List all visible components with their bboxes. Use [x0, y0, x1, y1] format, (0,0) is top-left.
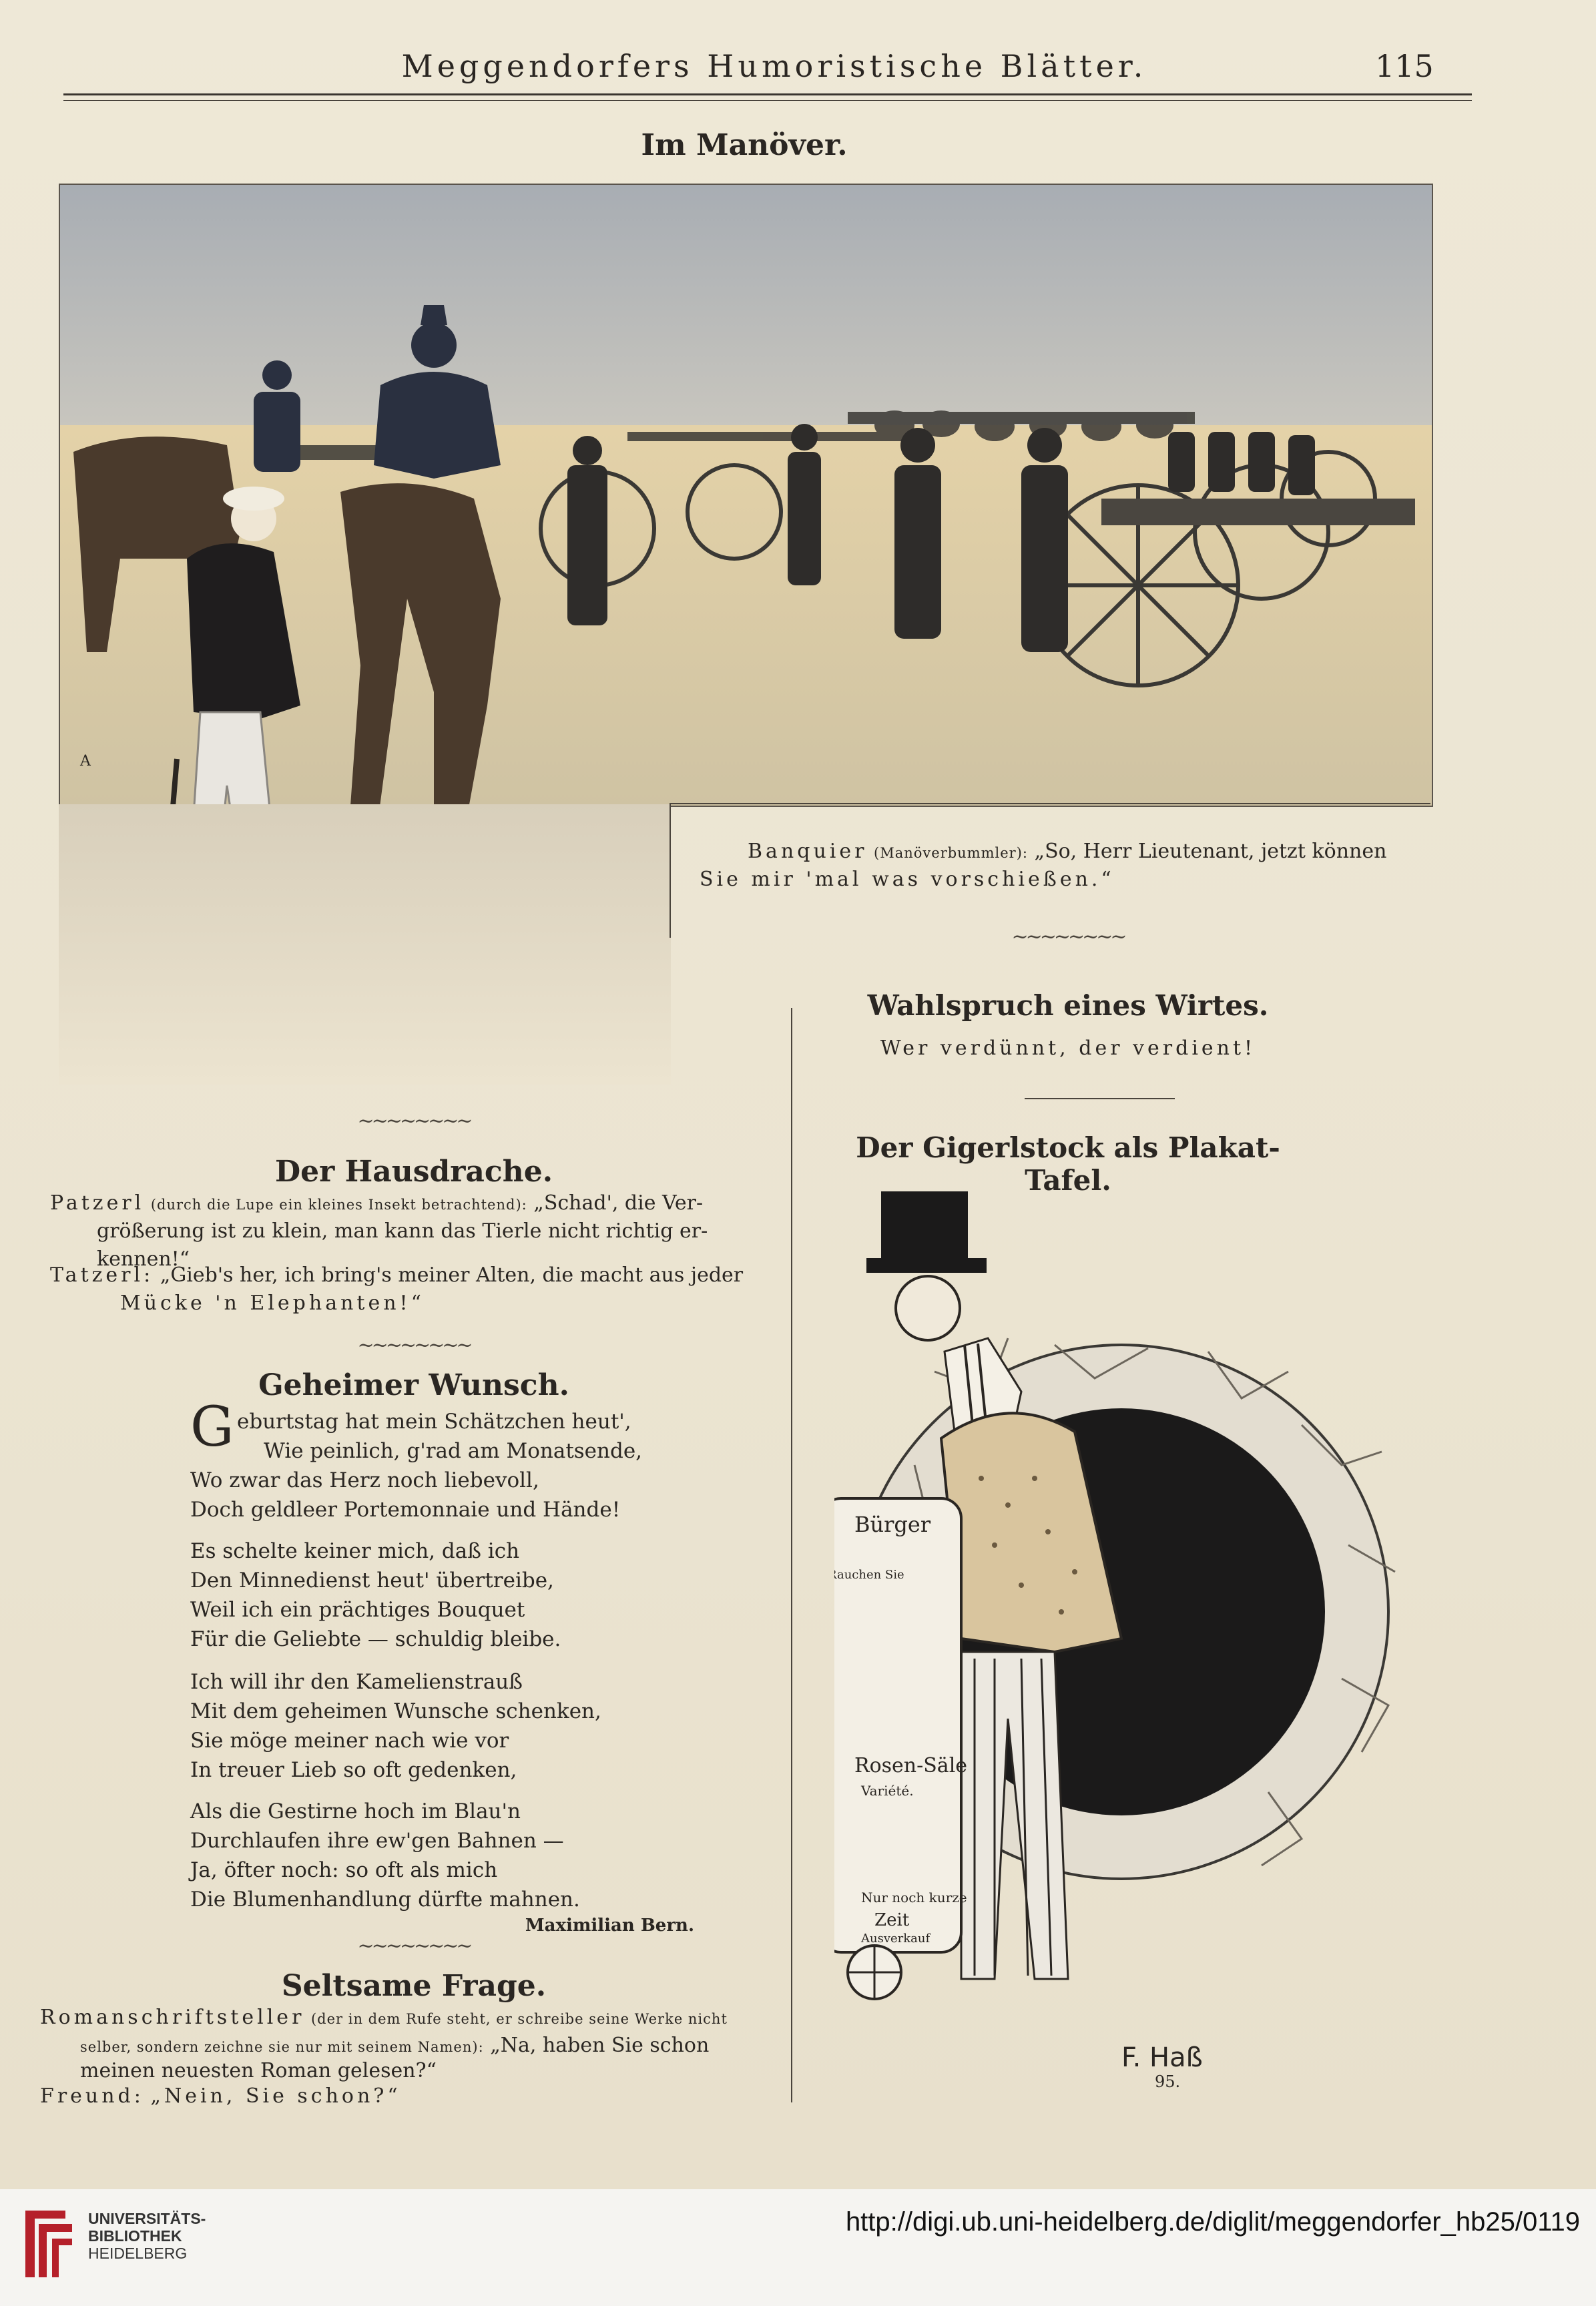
- poster-text-rauchen: Rauchen Sie: [834, 1568, 904, 1582]
- illustration-inner-edge: [670, 804, 671, 938]
- library-name-line: UNIVERSITÄTS-: [88, 2210, 206, 2227]
- speaker-freund: Freund:: [40, 2084, 144, 2108]
- section-title-seltsam: Seltsame Frage.: [281, 1969, 547, 2003]
- hausdrache-line1: [50, 1189, 784, 1219]
- drop-cap: G: [190, 1396, 234, 1459]
- running-title: Meggendorfers Humoristische Blätter.: [401, 48, 1147, 84]
- poster-text-rosen-saele: Rosen-Säle: [854, 1754, 968, 1777]
- poem-line: Wie peinlich, g'rad am Monatsende,: [264, 1439, 643, 1463]
- poem-line: In treuer Lieb so oft gedenken,: [190, 1758, 517, 1782]
- text-romanschriftsteller: „Na, haben Sie schon: [490, 2034, 710, 2057]
- poem-line: Sie möge meiner nach wie vor: [190, 1729, 509, 1753]
- seltsam-line4: [40, 2082, 748, 2110]
- note-romanschriftsteller-2: selber, sondern zeichne sie nur mit seinem Namen):: [80, 2039, 484, 2055]
- speaker-patzerl: Patzerl: [50, 1191, 145, 1215]
- separator-wave: ~~~~~~~~: [1011, 925, 1125, 948]
- poem-line: Doch geldleer Portemonnaie und Hände!: [190, 1498, 621, 1522]
- poem-line: eburtstag hat mein Schätzchen heut',: [237, 1410, 631, 1434]
- poem-stanza-3: [190, 1667, 724, 1785]
- page-number: 115: [1375, 48, 1434, 84]
- section-title-gigerlstock: Der Gigerlstock als Plakat-Tafel.: [856, 1131, 1280, 1197]
- note-patzerl: (durch die Lupe ein kleines Insekt betrachtend):: [150, 1197, 527, 1213]
- hausdrache-line2b: Mücke 'n Elephanten!“: [120, 1291, 425, 1315]
- text-patzerl: „Schad', die Ver-: [533, 1191, 704, 1215]
- section-title-wunsch: Geheimer Wunsch.: [258, 1368, 569, 1402]
- library-logo-icon: [19, 2204, 77, 2284]
- library-name-line: BIBLIOTHEK: [88, 2227, 182, 2245]
- artist-signature-year: 95.: [1155, 2072, 1181, 2091]
- poem-line: Mit dem geheimen Wunsche schenken,: [190, 1699, 601, 1723]
- source-url-link[interactable]: http://digi.ub.uni-heidelberg.de/diglit/meggendorfer_hb25/0119: [845, 2207, 1580, 2237]
- hausdrache-line2: [50, 1261, 784, 1289]
- header-rule: [63, 93, 1472, 95]
- maneuver-caption-line2: Sie mir 'mal was vorschießen.“: [700, 868, 1115, 891]
- poem-line: Wo zwar das Herz noch liebevoll,: [190, 1468, 539, 1492]
- section-title-wahlspruch: Wahlspruch eines Wirtes.: [867, 989, 1269, 1022]
- poem-line: Durchlaufen ihre ew'gen Bahnen —: [190, 1829, 564, 1853]
- artist-signature: F. Haß: [1121, 2042, 1203, 2073]
- poem-line: Als die Gestirne hoch im Blau'n: [190, 1799, 521, 1823]
- text-tatzerl: „Gieb's her, ich bring's meiner Alten, die macht aus jeder: [160, 1263, 744, 1287]
- separator-wave: ~~~~~~~~: [357, 1934, 471, 1958]
- poem-stanza-4: [190, 1797, 724, 1914]
- poem-stanza-1: [190, 1407, 724, 1524]
- text-freund: „Nein, Sie schon?“: [150, 2084, 401, 2108]
- poem-line: Den Minnedienst heut' übertreibe,: [190, 1568, 554, 1593]
- poem-line: Die Blumenhandlung dürfte mahnen.: [190, 1888, 580, 1912]
- poem-line: Es schelte keiner mich, daß ich: [190, 1539, 520, 1563]
- poem-line: Ja, öfter noch: so oft als mich: [190, 1858, 498, 1882]
- maneuver-caption: [748, 838, 1442, 867]
- poem-stanza-2: [190, 1536, 724, 1654]
- speaker-romanschriftsteller: Romanschriftsteller: [40, 2006, 305, 2029]
- library-name: [88, 2210, 206, 2262]
- poster-text-buerger: Bürger: [854, 1512, 931, 1537]
- maneuver-illustration: [59, 184, 1433, 807]
- illustration-monogram: A: [80, 753, 91, 770]
- poster-text-variete: Variété.: [861, 1783, 914, 1799]
- note-romanschriftsteller: (der in dem Rufe steht, er schreibe seine Werke nicht: [310, 2011, 728, 2027]
- gigerlstock-illustration: [834, 1171, 1408, 2119]
- section-title-hausdrache: Der Hausdrache.: [274, 1155, 553, 1189]
- header-rule-thin: [63, 100, 1472, 101]
- poem-line: Ich will ihr den Kamelienstrauß: [190, 1670, 523, 1694]
- caption-speaker: Banquier: [748, 840, 868, 863]
- library-name-line: HEIDELBERG: [88, 2245, 188, 2262]
- hausdrache-line1c: kennen!“: [97, 1247, 190, 1271]
- caption-note: (Manöverbummler):: [874, 845, 1028, 861]
- column-divider: [791, 1008, 792, 2102]
- wahlspruch-text: Wer verdünnt, der verdient!: [880, 1037, 1256, 1060]
- poem-line: Weil ich ein prächtiges Bouquet: [190, 1598, 525, 1622]
- hausdrache-line1b: größerung ist zu klein, man kann das Tierle nicht richtig er-: [97, 1219, 708, 1243]
- seltsam-line1: [40, 2004, 788, 2033]
- poster-text-nur-noch: Nur noch kurze: [861, 1890, 967, 1906]
- illustration-bottom-edge: [670, 803, 1430, 804]
- poster-text-zeit: Zeit: [874, 1910, 910, 1930]
- poster-text-ausverkauf: Ausverkauf: [861, 1932, 930, 1946]
- section-title-im-manoever: Im Manöver.: [641, 128, 848, 162]
- separator-wave: ~~~~~~~~: [357, 1109, 471, 1133]
- poem-author: Maximilian Bern.: [525, 1916, 694, 1936]
- short-rule: [1025, 1098, 1175, 1099]
- separator-wave: ~~~~~~~~: [357, 1334, 471, 1357]
- speaker-tatzerl: Tatzerl:: [50, 1263, 154, 1287]
- seltsam-line3: meinen neuesten Roman gelesen?“: [80, 2059, 437, 2082]
- illustration-ground-extension: [59, 804, 671, 1085]
- caption-text: „So, Herr Lieutenant, jetzt können: [1034, 840, 1387, 863]
- poem-line: Für die Geliebte — schuldig bleibe.: [190, 1627, 561, 1651]
